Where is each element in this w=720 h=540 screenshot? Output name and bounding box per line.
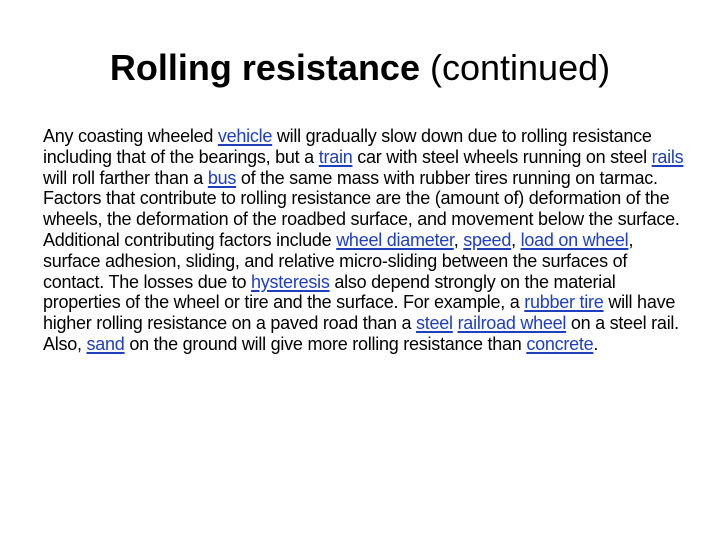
body-text-segment: , surface adhesion, sliding, and relative micro-sliding between the surfaces of contact. The losses due to xyxy=(43,229,634,292)
slide-title xyxy=(0,44,720,92)
body-text-segment: of the same mass with rubber tires running on tarmac. Factors that contribute to rolling resistance are the (amount of) deformation of the wheels, the deformation of the roadbed surface, and movement below the surface. Additional contributing factors include xyxy=(43,167,680,250)
link-hysteresis[interactable]: hysteresis xyxy=(251,271,330,292)
body-text-segment: Any coasting wheeled xyxy=(43,126,218,146)
link-train[interactable]: train xyxy=(318,146,353,167)
body-text-segment: will roll farther than a xyxy=(43,167,208,188)
link-rails[interactable]: rails xyxy=(651,146,684,167)
link-load-on-wheel[interactable]: load on wheel xyxy=(520,229,629,250)
link-wheel-diameter[interactable]: wheel diameter xyxy=(336,229,454,250)
body-text-segment: . xyxy=(593,333,599,354)
link-sand[interactable]: sand xyxy=(86,333,125,354)
link-rubber-tire[interactable]: rubber tire xyxy=(524,292,604,313)
body-text-segment: , xyxy=(453,229,464,250)
body-text-segment: , xyxy=(511,229,521,250)
body-text-segment: on a steel rail. Also, xyxy=(43,313,679,354)
body-text-segment: will have higher rolling resistance on a paved road than a xyxy=(43,292,676,334)
body-text-segment: also depend strongly on the material properties of the wheel or tire and the surface. For example, a xyxy=(43,271,616,313)
body-text-segment: will gradually slow down due to rolling resistance including that of the bearings, but a xyxy=(43,126,652,167)
link-vehicle[interactable]: vehicle xyxy=(217,126,273,146)
body-paragraph xyxy=(43,126,688,355)
body-text-segment: car with steel wheels running on steel xyxy=(352,146,652,167)
title-rest: (continued) xyxy=(430,47,611,88)
link-steel[interactable]: steel xyxy=(416,313,453,334)
link-railroad-wheel[interactable]: railroad wheel xyxy=(457,313,567,334)
link-concrete[interactable]: concrete xyxy=(526,333,594,354)
body-text-segment: on the ground will give more rolling resistance than xyxy=(124,333,527,354)
title-bold: Rolling resistance xyxy=(109,47,420,88)
link-bus[interactable]: bus xyxy=(207,167,237,188)
link-speed[interactable]: speed xyxy=(463,229,512,250)
